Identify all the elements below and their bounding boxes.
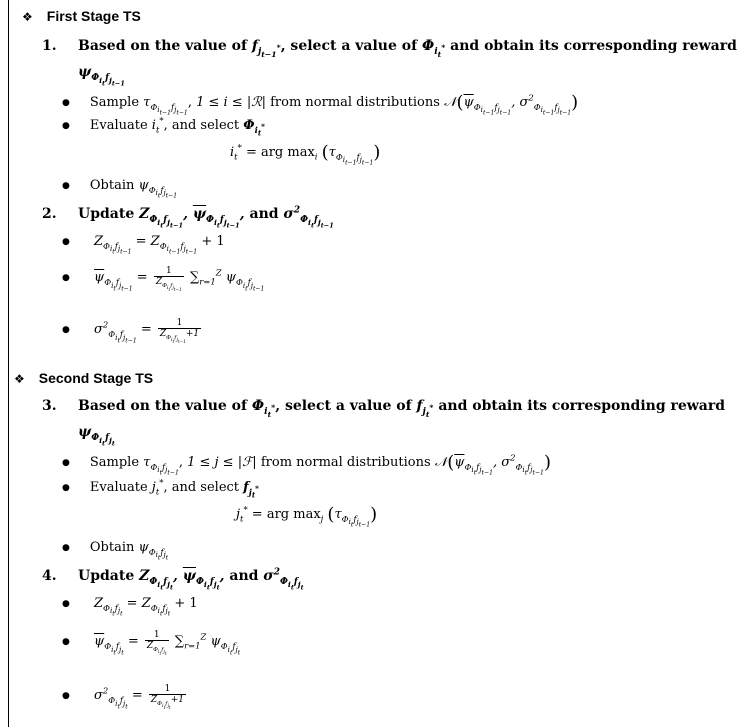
step-2-mean-row: ● $\overline{\psi}_{\Phi_{i_t}f_{j_{t-1}}}$ = $\frac{1}{Z_{\Phi_{i_t}f_{j_{t-1}}}}$ $\sum_{r=1}^Z$ $\psi_{\Phi_{i_t}f_{j_{t-1}}}$ — [62, 266, 265, 293]
bullet-icon: ● — [62, 97, 70, 108]
step-3-title-b: , select a value of — [275, 398, 412, 414]
bullet-icon: ● — [62, 236, 70, 247]
step-2-title-a: Update — [78, 206, 135, 222]
step-4-title-and: and — [229, 568, 259, 584]
step-4-variance-numerator: 1 — [149, 684, 186, 695]
bullet-icon: ● — [62, 482, 70, 493]
step-3-title-c: and obtain its corresponding reward — [438, 398, 726, 414]
step-3-sample-row: ● Sample $\tau_{\Phi_{i_t}f_{j_{t-1}}}$, 1 ≤ j ≤ |ℱ| from normal distributions $𝒩(\overline{\psi}_{\Phi_{i_t}f_{j_{t-1}}}$, $\sigma^2_{\Phi_{i_t}f_{j_{t-1}}}$) — [62, 452, 551, 477]
step-3-title-a: Based on the value of — [78, 398, 248, 414]
step-3-obtain-label: Obtain — [89, 540, 135, 555]
step-4-sum-from: r=1 — [184, 641, 201, 652]
bullet-icon: ● — [62, 272, 70, 283]
step-3-reward-symbol: $\psi_{\Phi_{i_t}f_{j_t}}$ — [78, 424, 115, 448]
bullet-icon: ● — [62, 457, 70, 468]
step-3-sample-range: 1 ≤ j ≤ |ℱ| — [187, 455, 257, 470]
step-4-count-row: ● $Z_{\Phi_{i_t}f_{j_t}} = Z_{\Phi_{i_t}f_{j_t}} + 1$ — [62, 596, 198, 618]
step-3-number: 3. — [42, 398, 57, 414]
step-2-number: 2. — [42, 206, 57, 222]
step-1-title-b: , select a value of — [280, 38, 418, 54]
bullet-icon: ● — [62, 542, 70, 553]
step-1-obtain-row: ● Obtain $\psi_{\Phi_{i_t}f_{j_{t-1}}}$ — [62, 178, 178, 200]
step-2-sum-from: r=1 — [199, 277, 216, 288]
second-stage-heading: Second Stage TS — [38, 370, 154, 386]
step-1-evaluate-mid: , and select — [163, 118, 240, 133]
step-1-title: 1. Based on the value of $f_{j_{t-1}^*}$, select a value of $\Phi_{i_t^*}$ and obtain its corresponding reward — [42, 38, 737, 59]
step-4-variance-row: ● $\sigma^2_{\Phi_{i_t}f_{j_t}}$ = $\frac{1}{Z_{\Phi_{i_t}f_{j_t}}+1}$ — [62, 684, 184, 711]
bullet-icon: ● — [62, 598, 70, 609]
step-3-argmax-sub: j — [320, 513, 324, 524]
step-2-mean-numerator: 1 — [154, 266, 184, 277]
step-1-number: 1. — [42, 38, 57, 54]
diamond-bullet-icon: ❖ — [22, 10, 33, 24]
step-3-obtain-row: ● Obtain $\psi_{\Phi_{i_t}f_{j_t}}$ — [62, 540, 169, 562]
step-1-evaluate-label: Evaluate — [89, 118, 148, 133]
step-2-variance-row: ● $\sigma^2_{\Phi_{i_t}f_{j_{t-1}}}$ = $\frac{1}{Z_{\Phi_{i_t}f_{j_{t-1}}}+1}$ — [62, 318, 200, 345]
step-1-argmax-sub: i — [314, 151, 318, 162]
second-stage-heading-row — [14, 370, 153, 386]
diamond-bullet-icon: ❖ — [14, 372, 25, 386]
step-2-title: 2. Update $Z_{\Phi_{i_t}f_{j_{t-1}}}$, $\overline{\psi}_{\Phi_{i_t}f_{j_{t-1}}}$, and $\sigma^2_{\Phi_{i_t}f_{j_{t-1}}}$ — [42, 204, 334, 230]
step-2-title-and: and — [249, 206, 279, 222]
step-1-title-c: and obtain its corresponding reward — [450, 38, 737, 54]
step-1-sample-label: Sample — [89, 95, 140, 110]
left-border-line — [8, 0, 9, 727]
step-4-number: 4. — [42, 568, 57, 584]
step-3-evaluate-mid: , and select — [163, 480, 240, 495]
step-1-sample-row: ● Sample $\tau_{\Phi_{i_{t-1}}f_{j_{t-1}}}$, 1 ≤ i ≤ |ℛ| from normal distributions $𝒩(\overline{\psi}_{\Phi_{i_{t-1}}f_{j_{t-1}}}$, $\sigma^2_{\Phi_{i_{t-1}}f_{j_{t-1}}}$) — [62, 92, 579, 117]
step-1-sample-range: 1 ≤ i ≤ |ℛ| — [196, 95, 266, 110]
step-3-argmax-equation: $j_t^*$ = arg $\max_j (\tau_{\Phi_{i_t}f_{j_{t-1}}})$ — [236, 504, 378, 529]
bullet-icon: ● — [62, 120, 70, 131]
step-3-sample-label: Sample — [89, 455, 140, 470]
step-4-plus-one: + 1 — [174, 596, 198, 611]
first-stage-heading: First Stage TS — [46, 8, 141, 24]
bullet-icon: ● — [62, 636, 70, 647]
step-2-count-row: ● $Z_{\Phi_{i_t}f_{j_{t-1}}} = Z_{\Phi_{i_{t-1}}f_{j_{t-1}}} + 1$ — [62, 234, 225, 256]
bullet-icon: ● — [62, 180, 70, 191]
bullet-icon: ● — [62, 324, 70, 335]
step-1-evaluate-row: ● Evaluate $i_t^*$, and select $\Phi_{i_t^*}$ — [62, 115, 265, 138]
step-4-mean-row: ● $\overline{\psi}_{\Phi_{i_t}f_{j_t}}$ = $\frac{1}{Z_{\Phi_{i_t}f_{j_t}}}$ $\sum_{r=1}^Z$ $\psi_{\Phi_{i_t}f_{j_t}}$ — [62, 630, 241, 657]
step-3-sample-from: from normal distributions — [260, 455, 431, 470]
step-4-mean-numerator: 1 — [145, 630, 169, 641]
step-2-variance-numerator: 1 — [158, 318, 201, 329]
step-1-title-a: Based on the value of — [78, 38, 248, 54]
step-3-argmax-eq: = arg max — [251, 507, 321, 522]
step-1-reward-symbol: $\psi_{\Phi_{i_t}f_{j_{t-1}}}$ — [78, 64, 125, 88]
step-3-title: 3. Based on the value of $\Phi_{i_t^*}$, select a value of $f_{j_t^*}$ and obtain its corresponding reward — [42, 398, 726, 419]
step-2-plus-one: + 1 — [201, 234, 225, 249]
step-3-evaluate-label: Evaluate — [89, 480, 148, 495]
step-1-obtain-label: Obtain — [89, 178, 135, 193]
step-4-title: 4. Update $Z_{\Phi_{i_t}f_{j_t}}$, $\overline{\psi}_{\Phi_{i_t}f_{j_t}}$, and $\sigma^2_{\Phi_{i_t}f_{j_t}}$ — [42, 566, 304, 592]
step-4-title-a: Update — [78, 568, 135, 584]
step-1-sample-from: from normal distributions — [270, 95, 440, 110]
step-1-argmax-equation: $i_t^*$ = arg $\max_i (\tau_{\Phi_{i_{t-1}}f_{j_{t-1}}})$ — [230, 142, 381, 167]
step-1-argmax-eq: = arg max — [245, 145, 315, 160]
bullet-icon: ● — [62, 690, 70, 701]
first-stage-heading-row — [22, 8, 141, 24]
step-3-evaluate-row: ● Evaluate $j_t^*$, and select $f_{j_t^*}$ — [62, 477, 259, 500]
